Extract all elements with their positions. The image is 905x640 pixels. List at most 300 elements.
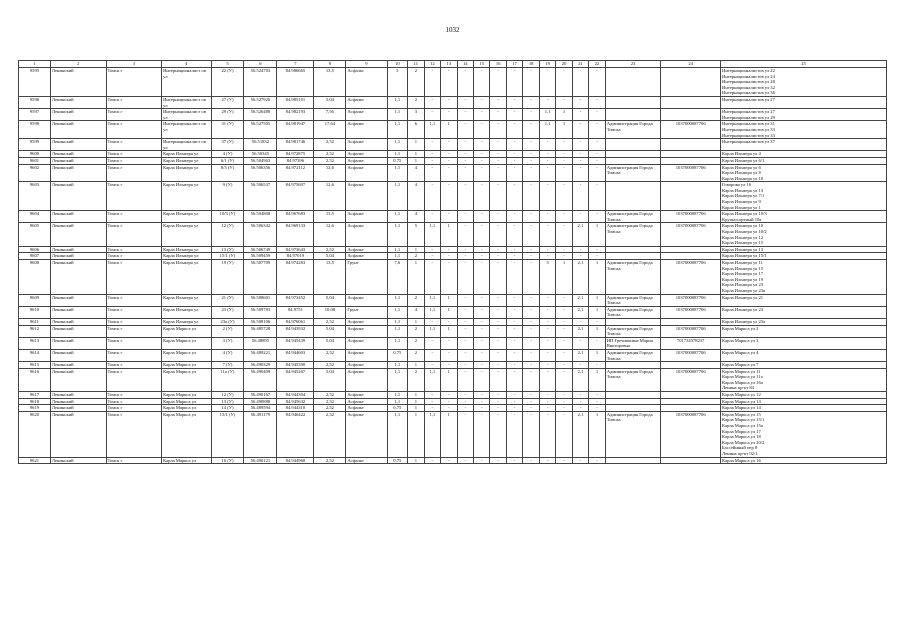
table-cell: - <box>556 349 572 361</box>
table-cell: 1037000087706 <box>661 260 721 295</box>
table-cell: - <box>556 223 572 246</box>
address-line: Карла Маркса ул 13 <box>722 398 761 404</box>
table-cell: - <box>589 405 605 412</box>
table-cell: - <box>523 318 539 325</box>
table-cell: 9614 <box>19 349 51 361</box>
table-cell: Ленинский <box>50 325 106 337</box>
table-row <box>19 306 887 318</box>
table-cell: Карла Ильмера ул <box>162 318 211 325</box>
table-cell: - <box>539 306 555 318</box>
table-cell: 0,75 <box>387 349 408 361</box>
table-cell: - <box>589 157 605 164</box>
table-cell: 1 <box>589 325 605 337</box>
table-cell: 1037000087706 <box>661 349 721 361</box>
table-cell: Карла Маркса ул <box>162 362 211 369</box>
column-number: 10 <box>387 61 408 68</box>
table-cell: 84.975697 <box>277 182 314 211</box>
table-cell: - <box>523 151 539 158</box>
table-cell: 1 <box>408 392 424 399</box>
table-cell: Администрация Города Томска <box>605 211 661 223</box>
table-cell <box>605 246 661 253</box>
address-line: Карла Ильмера ул 19 <box>722 276 764 282</box>
table-cell: - <box>490 457 506 464</box>
table-cell: Ленинский <box>50 368 106 391</box>
table-cell: 0,75 <box>387 405 408 412</box>
table-cell: Томск г <box>106 398 162 405</box>
column-number-row <box>19 61 887 68</box>
table-cell: 9599 <box>19 139 51 151</box>
address-line: Карла Ильмера ул 11 <box>722 260 763 265</box>
table-cell: - <box>473 253 489 260</box>
table-cell: - <box>523 405 539 412</box>
table-cell: - <box>539 362 555 369</box>
address-line: Карла Маркса ул 16а <box>722 379 763 385</box>
table-cell: 84.969133 <box>277 223 314 246</box>
table-cell: - <box>572 405 588 412</box>
table-cell: 9608 <box>19 260 51 295</box>
table-cell: - <box>490 325 506 337</box>
address-line: Интернационалистов ул 27 <box>722 109 775 115</box>
table-cell: Томск г <box>106 411 162 457</box>
table-cell: 9602 <box>19 164 51 182</box>
table-cell: - <box>490 151 506 158</box>
table-cell: - <box>490 294 506 306</box>
table-cell: 1 <box>441 411 457 457</box>
table-cell: 12,6 <box>314 164 346 182</box>
table-cell: - <box>490 337 506 349</box>
table-cell: 1,1 <box>424 411 440 457</box>
table-cell: - <box>457 164 473 182</box>
table-cell: 2,52 <box>314 362 346 369</box>
table-cell: Асфальт <box>346 246 387 253</box>
table-cell: - <box>424 68 440 97</box>
table-cell: - <box>457 157 473 164</box>
address-line: Карла Ильмера ул 17 <box>722 271 764 277</box>
table-cell: - <box>572 151 588 158</box>
table-cell: - <box>506 164 522 182</box>
table-row <box>19 246 887 253</box>
table-cell: 56.504963 <box>244 157 277 164</box>
table-cell: Ленинский <box>50 246 106 253</box>
table-cell: 84.945439 <box>277 337 314 349</box>
table-cell: Томск г <box>106 392 162 399</box>
table-cell: Томск г <box>106 362 162 369</box>
table-cell: 84.943932 <box>277 325 314 337</box>
table-cell: Томск г <box>106 151 162 158</box>
table-cell: 2 (У) <box>211 325 244 337</box>
table-cell: - <box>556 398 572 405</box>
table-cell: Томск г <box>106 139 162 151</box>
table-cell: Асфальт <box>346 253 387 260</box>
table-cell: Карла Маркса ул <box>162 405 211 412</box>
table-cell: - <box>539 157 555 164</box>
table-cell: - <box>523 368 539 391</box>
table-cell: 5,04 <box>314 253 346 260</box>
table-cell: Асфальт <box>346 318 387 325</box>
table-cell: - <box>506 411 522 457</box>
table-cell: - <box>506 457 522 464</box>
table-cell: 84.945267 <box>277 368 314 391</box>
table-cell <box>661 253 721 260</box>
table-cell: 2,1 <box>572 349 588 361</box>
table-cell: - <box>424 151 440 158</box>
table-cell: 0,75 <box>387 457 408 464</box>
address-line: Карла Ильмера ул 10 <box>722 175 764 181</box>
table-cell: - <box>556 392 572 399</box>
address-line: Карла Маркса ул 15/1 <box>722 417 765 423</box>
table-cell: - <box>441 164 457 182</box>
table-cell: - <box>424 164 440 182</box>
table-cell: 1,1 <box>424 223 440 246</box>
table-cell: - <box>473 457 489 464</box>
table-cell: - <box>589 68 605 97</box>
table-cell: - <box>441 151 457 158</box>
table-cell: 56.490329 <box>244 362 277 369</box>
table-cell: 5,04 <box>314 325 346 337</box>
table-cell: 1037000087706 <box>661 325 721 337</box>
table-cell: - <box>539 457 555 464</box>
table-cell: Интернационалист ов ул <box>162 68 211 97</box>
table-cell: 1,1 <box>387 151 408 158</box>
column-number: 23 <box>605 61 661 68</box>
table-cell: - <box>523 139 539 151</box>
table-cell: - <box>589 318 605 325</box>
table-cell: - <box>490 368 506 391</box>
table-cell: 5,04 <box>314 337 346 349</box>
table-cell: - <box>523 109 539 121</box>
table-cell: 9618 <box>19 398 51 405</box>
column-number: 8 <box>314 61 346 68</box>
address-line: Карла Ильмера ул 6/1 <box>722 157 765 163</box>
table-cell: 2,1 <box>572 294 588 306</box>
table-cell: 9610 <box>19 306 51 318</box>
table-cell: - <box>523 253 539 260</box>
table-cell <box>605 96 661 108</box>
table-cell: - <box>490 121 506 139</box>
table-row <box>19 337 887 349</box>
table-cell: 23а (У) <box>211 318 244 325</box>
table-cell: 701734578237 <box>661 337 721 349</box>
table-cell: - <box>506 368 522 391</box>
address-line: Крупносортный 10а <box>722 216 762 222</box>
table-cell: Карла Маркса ул <box>162 398 211 405</box>
table-row <box>19 362 887 369</box>
table-cell: 1037000087706 <box>661 306 721 318</box>
table-cell: 13,5 <box>314 68 346 97</box>
table-cell <box>605 405 661 412</box>
table-cell: 84.944304 <box>277 392 314 399</box>
column-number: 22 <box>589 61 605 68</box>
table-cell: 5 <box>408 223 424 246</box>
table-cell: - <box>441 405 457 412</box>
table-cell: - <box>539 151 555 158</box>
table-cell: Карла Ильмера ул <box>162 151 211 158</box>
table-row <box>19 157 887 164</box>
table-row <box>19 325 887 337</box>
table-cell: - <box>457 121 473 139</box>
table-cell: 1037000087706 <box>661 411 721 457</box>
table-cell: 84.945632 <box>277 398 314 405</box>
table-cell: Асфальт <box>346 151 387 158</box>
table-cell: - <box>473 182 489 211</box>
table-cell: - <box>457 306 473 318</box>
table-cell: - <box>457 411 473 457</box>
table-cell <box>661 109 721 121</box>
table-cell: Томск г <box>106 306 162 318</box>
table-cell: 5 <box>387 68 408 97</box>
table-row <box>19 411 887 457</box>
table-cell: 1,1 <box>387 398 408 405</box>
table-cell: 2 <box>408 96 424 108</box>
table-cell: - <box>572 182 588 211</box>
table-cell: - <box>539 68 555 97</box>
table-cell: 2,52 <box>314 151 346 158</box>
table-cell: Томск г <box>106 68 162 97</box>
table-cell: 1,1 <box>387 164 408 182</box>
table-cell: 56.491179 <box>244 411 277 457</box>
table-cell: Ленинский <box>50 306 106 318</box>
table-cell: Томск г <box>106 349 162 361</box>
address-line: Интернационалистов ул 33 <box>722 132 775 138</box>
table-cell: 1,1 <box>387 253 408 260</box>
table-cell: Администрация Города Томска <box>605 368 661 391</box>
table-cell: Асфальт <box>346 96 387 108</box>
table-cell: - <box>523 246 539 253</box>
table-cell: 2,1 <box>572 325 588 337</box>
table-cell: - <box>572 457 588 464</box>
table-cell: 31 (У) <box>211 121 244 139</box>
table-cell: 56.507709 <box>244 260 277 295</box>
address-line: Карла Маркса ул 11 <box>722 368 761 374</box>
address-line: Карла Маркса ул 20/2 <box>722 439 765 445</box>
table-cell: Карла Маркса ул <box>162 337 211 349</box>
table-cell: 1 <box>556 260 572 295</box>
column-number: 16 <box>490 61 506 68</box>
address-line: Карла Маркса ул 12 <box>722 392 761 398</box>
table-cell: 1 <box>589 223 605 246</box>
addresses-cell <box>721 223 887 246</box>
table-cell: 1 <box>408 139 424 151</box>
table-cell: - <box>572 164 588 182</box>
table-cell: 21 (У) <box>211 294 244 306</box>
table-cell: Интернационалист ов ул <box>162 96 211 108</box>
table-cell: Карла Маркса ул <box>162 368 211 391</box>
table-cell: 1 <box>408 157 424 164</box>
table-cell: - <box>441 246 457 253</box>
table-cell: - <box>572 362 588 369</box>
table-cell: - <box>473 96 489 108</box>
table-cell: Интернационалист ов ул <box>162 139 211 151</box>
table-row <box>19 164 887 182</box>
column-number: 2 <box>50 61 106 68</box>
table-cell <box>661 139 721 151</box>
table-cell: - <box>539 182 555 211</box>
table-cell: 56.490167 <box>244 392 277 399</box>
table-cell: 5 <box>539 260 555 295</box>
table-cell: - <box>589 211 605 223</box>
address-line: Интернационалистов ул 32 <box>722 84 775 90</box>
table-cell: 2 <box>408 325 424 337</box>
table-cell: - <box>424 318 440 325</box>
table-cell: 11а (У) <box>211 368 244 391</box>
table-cell: - <box>523 223 539 246</box>
addresses-cell <box>721 121 887 139</box>
table-cell: Асфальт <box>346 325 387 337</box>
table-cell: Администрация Города Томска <box>605 223 661 246</box>
table-cell: - <box>424 139 440 151</box>
table-cell: 56.506356 <box>244 164 277 182</box>
table-cell: - <box>424 246 440 253</box>
table-cell: - <box>441 337 457 349</box>
table-cell: - <box>490 318 506 325</box>
table-cell: - <box>572 392 588 399</box>
table-cell: 1,1 <box>387 325 408 337</box>
address-line: Карла Ильмера ул 9 <box>722 199 761 205</box>
table-cell: 56.527926 <box>244 96 277 108</box>
addresses-cell <box>721 368 887 391</box>
addresses-cell <box>721 392 887 399</box>
address-line: Ленина пр-кт 84 <box>722 385 754 391</box>
table-cell: - <box>473 260 489 295</box>
table-cell: Администрация Города Томска <box>605 349 661 361</box>
table-row <box>19 457 887 464</box>
table-cell: - <box>457 151 473 158</box>
table-cell: Ленинский <box>50 139 106 151</box>
table-cell: Администрация Города Томска <box>605 325 661 337</box>
table-cell: 1,1 <box>387 96 408 108</box>
addresses-cell <box>721 139 887 151</box>
table-cell: Томск г <box>106 318 162 325</box>
table-cell: - <box>539 96 555 108</box>
table-cell: 84.985101 <box>277 96 314 108</box>
table-cell: 2,1 <box>572 223 588 246</box>
table-cell: 9600 <box>19 151 51 158</box>
table-cell: - <box>589 109 605 121</box>
table-cell: - <box>539 325 555 337</box>
table-cell: Карла Маркса ул <box>162 411 211 457</box>
table-cell: 56.51832 <box>244 139 277 151</box>
table-cell: 1,1 <box>424 368 440 391</box>
table-cell: - <box>506 294 522 306</box>
table-cell: 56.489594 <box>244 405 277 412</box>
table-cell: Асфальт <box>346 337 387 349</box>
table-cell: Асфальт <box>346 392 387 399</box>
table-cell: 37 (У) <box>211 139 244 151</box>
table-cell: 56.506342 <box>244 223 277 246</box>
addresses-cell <box>721 253 887 260</box>
table-cell: - <box>539 164 555 182</box>
table-cell: - <box>556 164 572 182</box>
table-cell: 1 <box>441 368 457 391</box>
table-cell: 16 (У) <box>211 457 244 464</box>
table-cell: 1,1 <box>387 362 408 369</box>
table-cell: Карла Ильмера ул <box>162 294 211 306</box>
table-cell: - <box>523 306 539 318</box>
table-cell: Администрация Города Томска <box>605 164 661 182</box>
table-cell: Ленинский <box>50 457 106 464</box>
table-cell: 14 (У) <box>211 405 244 412</box>
table-cell: - <box>473 368 489 391</box>
table-cell: 1 <box>408 411 424 457</box>
table-cell: - <box>473 151 489 158</box>
table-cell: 1,1 <box>387 139 408 151</box>
table-cell: - <box>556 96 572 108</box>
table-cell: 9611 <box>19 318 51 325</box>
table-cell: - <box>490 349 506 361</box>
table-cell: 1 <box>408 318 424 325</box>
table-row <box>19 392 887 399</box>
table-cell: - <box>572 121 588 139</box>
table-cell: - <box>473 139 489 151</box>
table-cell: 9601 <box>19 157 51 164</box>
table-cell: 56.489221 <box>244 349 277 361</box>
table-cell: - <box>457 392 473 399</box>
table-cell: - <box>490 139 506 151</box>
table-cell: 56.524703 <box>244 68 277 97</box>
table-cell: - <box>473 157 489 164</box>
table-cell <box>605 457 661 464</box>
addresses-cell <box>721 151 887 158</box>
table-cell: - <box>523 157 539 164</box>
table-cell <box>661 151 721 158</box>
table-cell: Томск г <box>106 325 162 337</box>
table-cell: 1037000087706 <box>661 121 721 139</box>
table-cell: 12,6 <box>314 223 346 246</box>
table-cell: - <box>473 246 489 253</box>
table-cell: - <box>523 96 539 108</box>
table-cell: - <box>441 318 457 325</box>
table-cell: - <box>441 260 457 295</box>
table-cell: 56.504808 <box>244 211 277 223</box>
address-line: Говорова ул 16 <box>722 182 752 188</box>
table-cell: 2,1 <box>572 411 588 457</box>
table-cell: 4 <box>408 306 424 318</box>
address-line: Карла Ильмера ул 4 <box>722 151 761 157</box>
table-cell: - <box>424 337 440 349</box>
table-cell: - <box>539 139 555 151</box>
column-number: 7 <box>277 61 314 68</box>
table-cell: - <box>457 405 473 412</box>
table-cell: - <box>457 68 473 97</box>
address-line: Карла Ильмера ул 23а <box>722 287 766 293</box>
register-table <box>18 60 887 464</box>
address-line: Карла Ильмера ул 10/3 <box>722 211 767 217</box>
table-cell <box>605 68 661 97</box>
table-cell: 9615 <box>19 362 51 369</box>
table-cell <box>661 362 721 369</box>
table-cell <box>605 182 661 211</box>
table-cell: Асфальт <box>346 362 387 369</box>
table-cell: 1,1 <box>387 306 408 318</box>
table-cell: - <box>490 157 506 164</box>
table-cell: Томск г <box>106 96 162 108</box>
table-cell: Томск г <box>106 223 162 246</box>
table-cell: - <box>457 398 473 405</box>
table-row <box>19 405 887 412</box>
table-cell: - <box>473 362 489 369</box>
table-cell: 1037000087706 <box>661 164 721 182</box>
table-row <box>19 368 887 391</box>
table-cell: 1,1 <box>539 121 555 139</box>
table-cell: 9603 <box>19 182 51 211</box>
table-cell: Грунт <box>346 260 387 295</box>
table-cell: Асфальт <box>346 182 387 211</box>
table-cell: - <box>523 457 539 464</box>
table-cell: 1 <box>441 306 457 318</box>
addresses-cell <box>721 457 887 464</box>
table-cell: - <box>539 337 555 349</box>
table-cell: 9621 <box>19 457 51 464</box>
